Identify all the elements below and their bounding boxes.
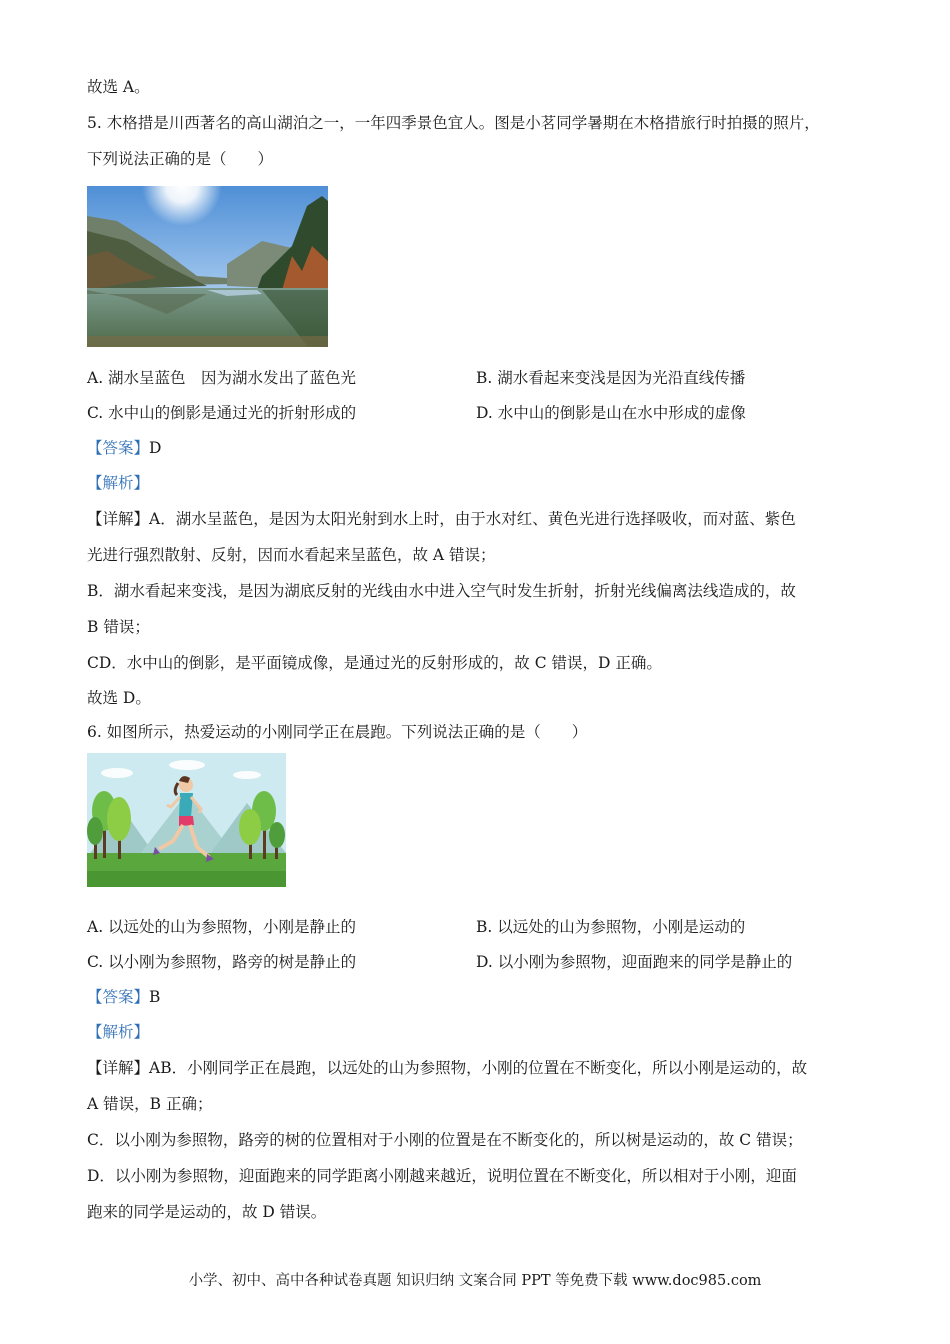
q6-answer-line [87,987,160,1007]
q5-option-b: B. 湖水看起来变浅是因为光沿直线传播 [476,369,746,387]
q5-answer-line [87,438,161,458]
q6-detail-line2: A 错误，B 正确； [87,1095,213,1113]
q5-option-d: D. 水中山的倒影是山在水中形成的虚像 [476,404,746,422]
answer-tag: 【答案】 [87,439,150,457]
q5-detail-line1 [87,509,796,529]
lake-photo [87,186,328,347]
detail-text: AB．小刚同学正在晨跑，以远处的山为参照物，小刚的位置在不断变化，所以小刚是运动的，故 [149,1059,808,1077]
q6-detail-line3: C．以小刚为参照物，路旁的树的位置相对于小刚的位置是在不断变化的，所以树是运动的，故 C 错误； [87,1131,803,1149]
prev-conclusion: 故选 A。 [87,78,150,96]
q6-detail-line1 [87,1058,807,1078]
q6-option-b: B. 以远处的山为参照物，小刚是运动的 [476,918,746,936]
q5-detail-line5: CD．水中山的倒影，是平面镜成像，是通过光的反射形成的，故 C 错误，D 正确。 [87,654,662,672]
q6-option-c: C. 以小刚为参照物，路旁的树是静止的 [87,953,357,971]
page-footer: 小学、初中、高中各种试卷真题 知识归纳 文案合同 PPT 等免费下载 www.doc985.com [188,1273,762,1289]
q6-option-d: D. 以小刚为参照物，迎面跑来的同学是静止的 [476,953,793,971]
q5-detail-line2: 光进行强烈散射、反射，因而水看起来呈蓝色，故 A 错误； [87,546,496,564]
answer-tag: 【答案】 [87,988,150,1006]
q5-detail-line4: B 错误； [87,618,150,636]
q6-detail-line4: D．以小刚为参照物，迎面跑来的同学距离小刚越来越近，说明位置在不断变化，所以相对于小刚，迎面 [87,1167,797,1185]
runner-illustration [87,753,286,887]
detail-tag: 【详解】 [87,510,150,528]
q6-option-a: A. 以远处的山为参照物，小刚是静止的 [87,918,357,936]
q6-detail-line5: 跑来的同学是运动的，故 D 错误。 [87,1203,327,1221]
answer-value: B [149,988,161,1006]
q5-option-a: A. 湖水呈蓝色 因为湖水发出了蓝色光 [87,369,357,387]
q6-stem: 6. 如图所示，热爱运动的小刚同学正在晨跑。下列说法正确的是（ ） [87,723,588,741]
detail-tag: 【详解】 [87,1059,150,1077]
q6-analysis-tag: 【解析】 [87,1023,150,1041]
q5-conclusion: 故选 D。 [87,689,151,707]
detail-text: A．湖水呈蓝色，是因为太阳光射到水上时，由于水对红、黄色光进行选择吸收，而对蓝、紫色 [149,510,796,528]
q5-stem-line2: 下列说法正确的是（ ） [87,150,274,168]
q5-option-c: C. 水中山的倒影是通过光的折射形成的 [87,404,357,422]
q5-detail-line3: B．湖水看起来变浅，是因为湖底反射的光线由水中进入空气时发生折射，折射光线偏离法线造成的，故 [87,582,796,600]
q5-stem-line1: 5. 木格措是川西著名的高山湖泊之一，一年四季景色宜人。图是小茗同学暑期在木格措旅行时拍摄的照片， [87,114,820,132]
answer-value: D [149,439,162,457]
q5-analysis-tag: 【解析】 [87,474,150,492]
